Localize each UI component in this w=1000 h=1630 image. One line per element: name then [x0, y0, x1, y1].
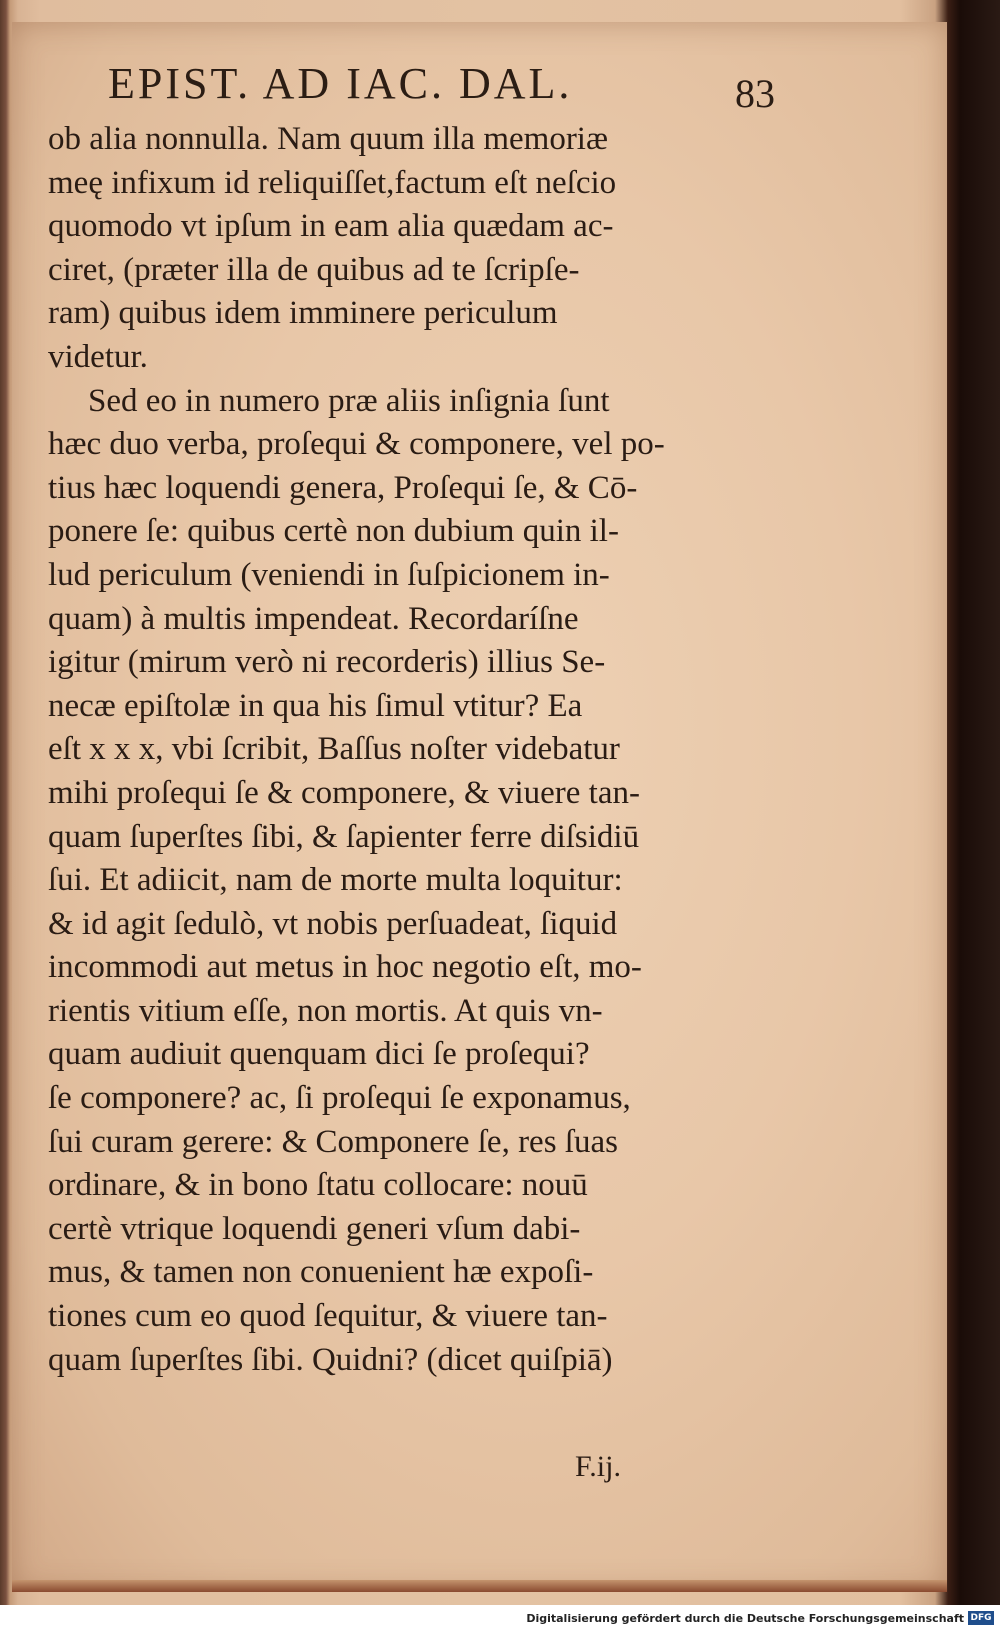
dfg-logo: DFG: [968, 1611, 994, 1625]
text-line: lud periculum (veniendi in ſuſpicionem in-: [48, 556, 610, 593]
text-line: meę infixum id reliquiſſet,factum eſt neſcio: [48, 164, 617, 201]
text-line: ponere ſe: quibus certè non dubium quin il-: [48, 513, 619, 550]
text-line: incommodi aut metus in hoc negotio eſt, mo-: [48, 949, 642, 986]
text-line: ordinare, & in bono ſtatu collocare: nouū: [48, 1167, 588, 1204]
text-line: ſui curam gerere: & Componere ſe, res ſuas: [48, 1123, 618, 1160]
text-line: mus, & tamen non conuenient hæ expoſi-: [48, 1254, 594, 1291]
text-line: ciret, (præter illa de quibus ad te ſcripſe-: [48, 251, 580, 288]
page-number: 83: [735, 71, 775, 116]
text-line: quomodo vt ipſum in eam alia quædam ac-: [48, 208, 614, 245]
paragraph-start-line: Sed eo in numero præ aliis inſignia ſunt: [88, 382, 610, 419]
text-line: ſe componere? ac, ſi proſequi ſe exponamus,: [48, 1080, 631, 1117]
text-line: necæ epiſtolæ in qua his ſimul vtitur? Ea: [48, 687, 583, 724]
text-line: igitur (mirum verò ni recorderis) illius Se-: [48, 644, 606, 681]
text-line: & id agit ſedulò, vt nobis perſuadeat, ſiquid: [48, 905, 618, 942]
text-line: certè vtrique loquendi generi vſum dabi-: [48, 1210, 581, 1247]
text-line: eſt x x x, vbi ſcribit, Baſſus noſter videbatur: [48, 731, 620, 768]
page-bottom-edge: [12, 1580, 947, 1592]
text-line: ram) quibus idem imminere periculum: [48, 295, 558, 332]
digitization-credit: Digitalisierung gefördert durch die Deutsche Forschungsgemeinschaft: [526, 1612, 964, 1625]
body-text: [48, 118, 788, 1382]
text-line: tius hæc loquendi genera, Proſequi ſe, & Cō-: [48, 469, 638, 506]
text-line: ſui. Et adiicit, nam de morte multa loquitur:: [48, 862, 623, 899]
text-line: tiones cum eo quod ſequitur, & viuere tan-: [48, 1298, 608, 1335]
text-line: quam ſuperſtes ſibi. Quidni? (dicet quiſpiā): [48, 1341, 613, 1378]
text-line: hæc duo verba, proſequi & componere, vel po-: [48, 426, 665, 463]
text-line: quam audiuit quenquam dici ſe proſequi?: [48, 1036, 590, 1073]
text-line: mihi proſequi ſe & componere, & viuere tan-: [48, 774, 640, 811]
text-line: rientis vitium eſſe, non mortis. At quis vn-: [48, 992, 603, 1029]
text-line: quam ſuperſtes ſibi, & ſapienter ferre diſsidiū: [48, 818, 640, 855]
running-head: EPIST. AD IAC. DAL.: [108, 59, 573, 108]
signature-mark: F.ij.: [575, 1450, 621, 1483]
text-line: videtur.: [48, 338, 148, 375]
text-line: quam) à multis impendeat. Recordaríſne: [48, 600, 579, 637]
text-line: ob alia nonnulla. Nam quum illa memoriæ: [48, 121, 608, 157]
